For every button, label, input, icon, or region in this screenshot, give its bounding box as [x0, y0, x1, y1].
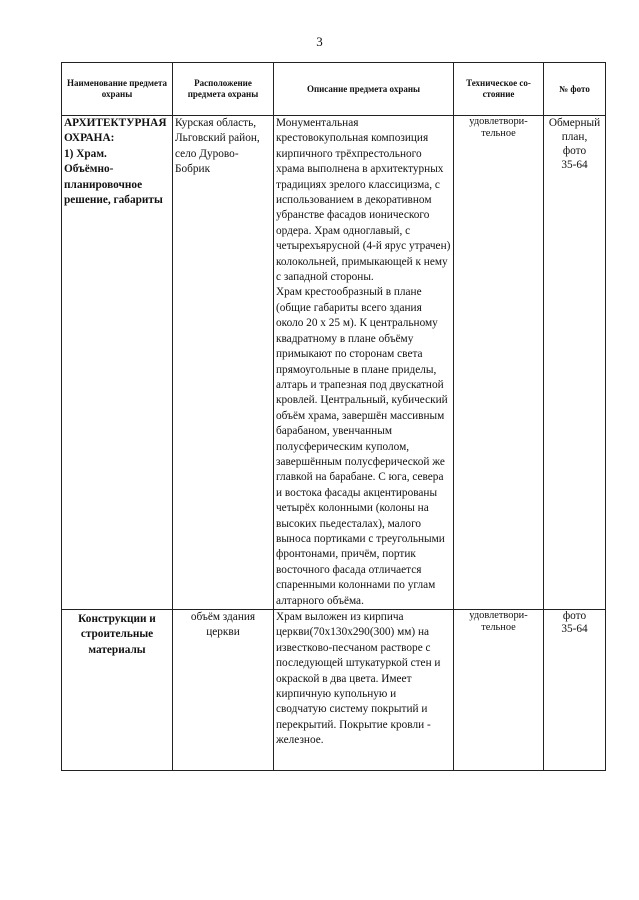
header-photo: № фото: [544, 63, 606, 116]
condition-text: [456, 610, 541, 634]
condition-cell: [454, 116, 544, 610]
text-line: главкой на барабане. С юга, севера: [276, 471, 444, 484]
text-line: крестовокупольная композиция: [276, 132, 429, 145]
text-line: Храм крестообразный в плане: [276, 286, 422, 299]
text-line: 1) Храм.: [64, 147, 107, 160]
location-cell: [173, 610, 274, 771]
photo-text: [546, 116, 603, 172]
text-line: кровлей. Центральный, кубический: [276, 394, 448, 407]
text-line: колокольней, примыкающей к нему: [276, 255, 448, 268]
header-object-name: Наименование предмета охраны: [62, 63, 173, 116]
description-cell: [274, 116, 454, 610]
text-line: Храм выложен из кирпича: [276, 611, 404, 623]
text-line: примыкают по сторонам света: [276, 348, 423, 361]
location-text: [175, 610, 271, 641]
heritage-protection-table: [61, 62, 606, 771]
text-line: ОХРАНА:: [64, 132, 115, 145]
text-line: последующей штукатуркой стен и: [276, 657, 441, 670]
table-row: [62, 610, 606, 771]
object-name-text: [64, 116, 170, 208]
header-condition: Техническое со- стояние: [454, 63, 544, 116]
text-line: удовлетвори-: [469, 116, 528, 127]
text-line: фото: [562, 610, 587, 622]
text-line: использованием в декоративном: [276, 194, 432, 207]
text-line: (общие габариты всего здания: [276, 301, 422, 314]
text-line: Льговский район,: [175, 132, 260, 145]
text-line: высоких пьедесталах), малого: [276, 517, 422, 530]
description-cell: [274, 610, 454, 771]
text-line: известково-песчаном растворе с: [276, 641, 431, 654]
text-line: традициях зрелого классицизма, с: [276, 178, 440, 191]
header-location: Расположение предмета охраны: [173, 63, 274, 116]
text-line: 35-64: [561, 623, 588, 635]
object-name-text: [64, 610, 170, 658]
table-header-row: [62, 63, 606, 116]
header-description: Описание предмета охраны: [274, 63, 454, 116]
object-name-cell: [62, 610, 173, 771]
text-line: Бобрик: [175, 163, 211, 176]
text-line: материалы: [88, 643, 146, 656]
text-line: около 20 х 25 м). К центральному: [276, 317, 438, 330]
text-line: план,: [561, 131, 588, 143]
text-line: Курская область,: [175, 117, 257, 129]
text-line: алтарного объёма.: [276, 594, 364, 607]
text-line: церкви(70х130х290(300) мм) на: [276, 626, 430, 639]
description-text: [276, 116, 451, 609]
text-line: объём здания: [190, 611, 256, 623]
text-line: квадратному в плане объёму: [276, 332, 414, 345]
text-line: выноса портиками с треугольными: [276, 532, 445, 545]
location-cell: [173, 116, 274, 610]
text-line: планировочное: [64, 178, 143, 191]
text-line: Конструкции и: [78, 613, 156, 625]
text-line: село Дурово-: [175, 147, 239, 160]
description-text: [276, 610, 451, 749]
text-line: завершённым полусферической же: [276, 455, 445, 468]
text-line: фото: [562, 145, 587, 157]
text-line: удовлетвори-: [469, 610, 528, 621]
text-line: тельное: [481, 128, 516, 139]
photo-cell: [544, 610, 606, 771]
table-row: [62, 116, 606, 610]
text-line: с западной стороны.: [276, 271, 374, 284]
text-line: спаренными колоннами по углам: [276, 579, 436, 592]
text-line: Обмерный: [548, 117, 601, 129]
text-line: 35-64: [561, 159, 588, 171]
text-line: АРХИТЕКТУРНАЯ: [64, 117, 167, 129]
text-line: объём храма, завершён массивным: [276, 409, 445, 422]
text-line: кирпичного трёхпрестольного: [276, 147, 422, 160]
text-line: строительные: [80, 628, 154, 641]
text-line: ордера. Храм одноглавый, с: [276, 224, 411, 237]
location-text: [175, 116, 271, 178]
text-line: Объёмно-: [64, 163, 114, 176]
text-line: тельное: [481, 622, 516, 633]
text-line: церкви: [206, 626, 240, 639]
condition-cell: [454, 610, 544, 771]
page-number: 3: [316, 34, 323, 49]
text-line: прямоугольные в плане приделы,: [276, 363, 437, 376]
text-line: кирпичную купольную и: [276, 688, 397, 701]
text-line: алтарь и трапезная под двускатной: [276, 378, 444, 391]
text-line: четырёх колонными (колоны на: [276, 502, 429, 515]
text-line: сводчатую систему покрытий и: [276, 703, 428, 716]
condition-text: [456, 116, 541, 140]
text-line: полусферическим куполом,: [276, 440, 410, 453]
text-line: восточного фасада отличается: [276, 563, 422, 576]
text-line: храма выполнена в архитектурных: [276, 163, 444, 176]
text-line: убранстве фасадов ионического: [276, 209, 430, 222]
text-line: Монументальная: [276, 117, 359, 129]
text-line: фронтонами, причём, портик: [276, 548, 416, 561]
text-line: окраской в два цвета. Имеет: [276, 672, 412, 685]
text-line: барабаном, увенчанным: [276, 425, 392, 438]
text-line: четырехъярусной (4-й ярус утрачен): [276, 240, 451, 253]
text-line: железное.: [276, 734, 324, 747]
photo-text: [546, 610, 603, 636]
photo-cell: [544, 116, 606, 610]
text-line: решение, габариты: [64, 194, 163, 207]
text-line: и востока фасады акцентированы: [276, 486, 438, 499]
text-line: перекрытий. Покрытие кровли -: [276, 718, 431, 731]
object-name-cell: [62, 116, 173, 610]
